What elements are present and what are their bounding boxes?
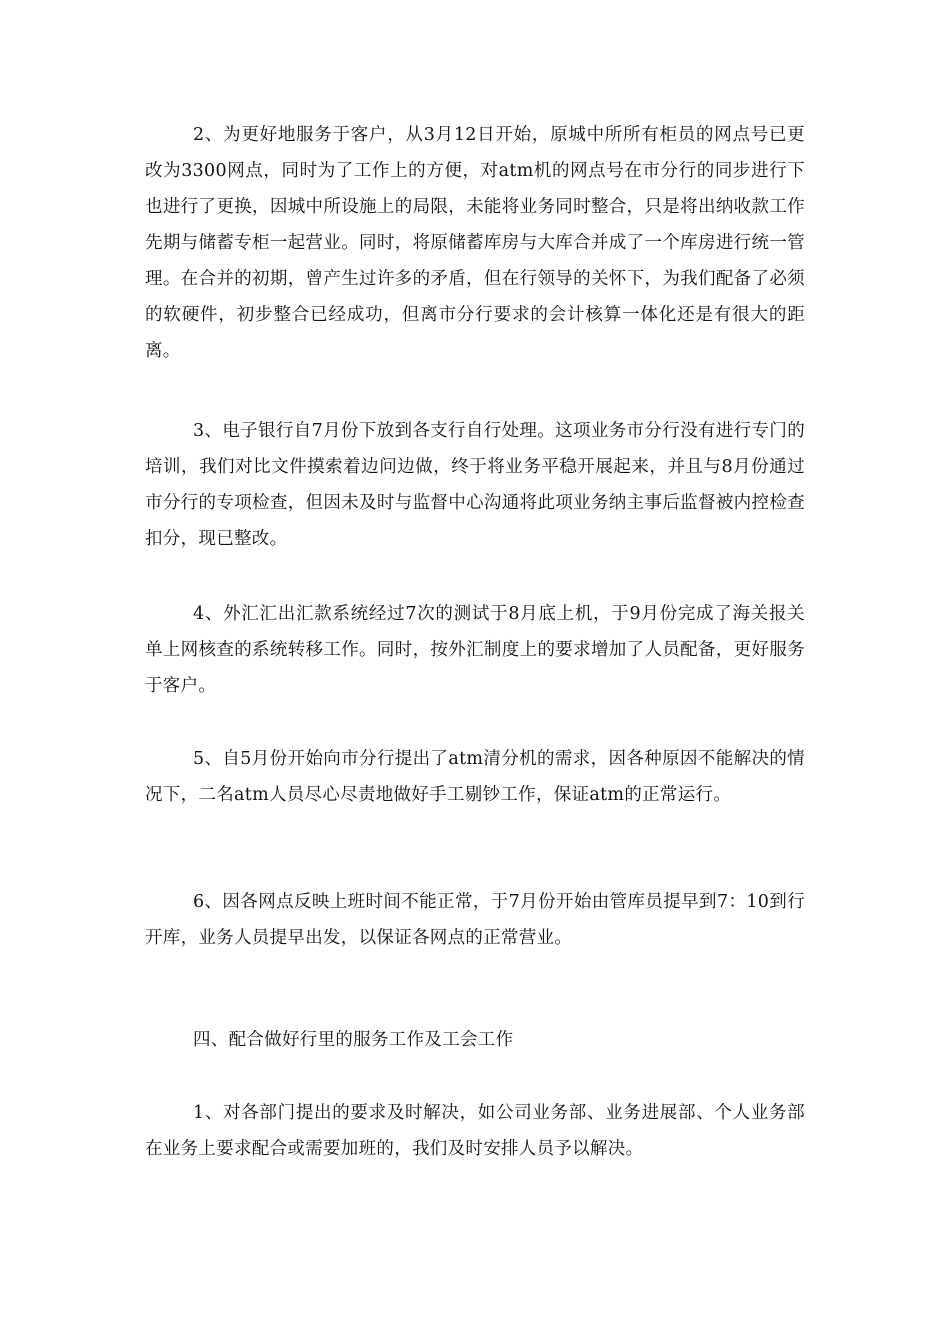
paragraph-item-2: 2、为更好地服务于客户，从3月12日开始，原城中所所有柜员的网点号已更改为3300网点，同时为了工作上的方便，对atm机的网点号在市分行的同步进行下也进行了更换，因城中所设施上的局限，未能将业务同时整合，只是将出纳收款工作先期与储蓄专柜一起营业。同时，将原储蓄库房与大库合并成了一个库房进行统一管理。在合并的初期，曾产生过许多的矛盾，但在行领导的关怀下，为我们配备了必须的软硬件，初步整合已经成功，但离市分行要求的会计核算一体化还是有很大的距离。 — [145, 125, 805, 361]
paragraph-item-6: 6、因各网点反映上班时间不能正常，于7月份开始由管库员提早到7：10到行开库，业务人员提早出发，以保证各网点的正常营业。 — [145, 892, 805, 948]
section-paragraph-item-1: 1、对各部门提出的要求及时解决，如公司业务部、业务进展部、个人业务部在业务上要求配合或需要加班的，我们及时安排人员予以解决。 — [145, 1103, 805, 1159]
paragraph-item-3: 3、电子银行自7月份下放到各支行自行处理。这项业务市分行没有进行专门的培训，我们对比文件摸索着边问边做，终于将业务平稳开展起来，并且与8月份通过市分行的专项检查，但因未及时与监督中心沟通将此项业务纳主事后监督被内控检查扣分，现已整改。 — [145, 421, 805, 549]
paragraph-item-4: 4、外汇汇出汇款系统经过7次的测试于8月底上机，于9月份完成了海关报关单上网核查的系统转移工作。同时，按外汇制度上的要求增加了人员配备，更好服务于客户。 — [145, 604, 805, 696]
section-heading: 四、配合做好行里的服务工作及工会工作 — [193, 1030, 514, 1050]
paragraph-item-5: 5、自5月份开始向市分行提出了atm清分机的需求，因各种原因不能解决的情况下，二名atm人员尽心尽责地做好手工剔钞工作，保证atm的正常运行。 — [145, 749, 805, 805]
